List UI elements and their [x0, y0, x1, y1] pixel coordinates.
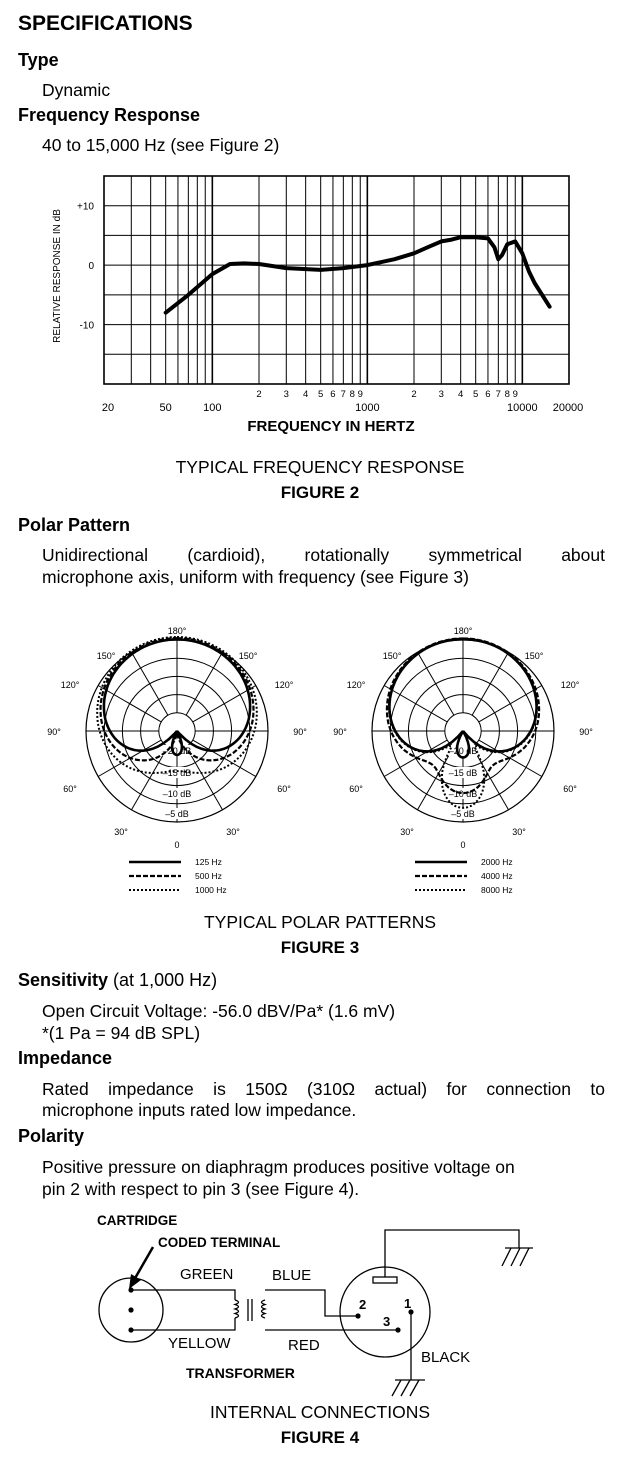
x-tick-labels [102, 389, 583, 414]
polar-spoke [418, 652, 454, 715]
polar-pattern-heading: Polar Pattern [18, 515, 131, 535]
legend-label: 125 Hz [195, 857, 222, 867]
x-tick-label: 2 [411, 389, 417, 400]
polar-spoke [186, 747, 222, 810]
frequency-response-value: 40 to 15,000 Hz (see Figure 2) [42, 135, 280, 155]
y-tick-label: 0 [88, 261, 94, 273]
angle-label: 30° [512, 827, 526, 837]
pin3-dot [395, 1327, 400, 1332]
y-tick-label: +10 [77, 201, 94, 213]
shield-wire [385, 1230, 519, 1277]
polar-spoke [193, 686, 256, 722]
frequency-response-heading: Frequency Response [18, 105, 201, 125]
figure4-number: FIGURE 4 [280, 1428, 360, 1447]
sensitivity-heading: Sensitivity [18, 970, 109, 990]
angle-label: 60° [63, 784, 77, 794]
polar-patterns-figure [0, 600, 640, 910]
ring-label: –15 dB [162, 768, 192, 778]
polar-spoke [186, 652, 222, 715]
x-tick-label: 100 [203, 402, 222, 414]
terminal-dot-bottom [128, 1327, 133, 1332]
polarity-line1: Positive pressure on diaphragm produces positive voltage on [42, 1157, 515, 1177]
sensitivity-line2: *(1 Pa = 94 dB SPL) [42, 1023, 201, 1043]
angle-label: 60° [277, 784, 291, 794]
x-tick-label: 9 [512, 389, 518, 400]
angle-label: 30° [400, 827, 414, 837]
green-label: GREEN [180, 1266, 234, 1283]
terminal-dot-middle [128, 1307, 133, 1312]
x-tick-label: 5 [318, 389, 324, 400]
x-axis-label: FREQUENCY IN HERTZ [247, 418, 415, 435]
wiring-diagram [0, 1200, 640, 1410]
ring-label: –15 dB [448, 768, 478, 778]
sensitivity-line1: Open Circuit Voltage: -56.0 dBV/Pa* (1.6 mV) [42, 1001, 396, 1021]
legend-label: 500 Hz [195, 871, 222, 881]
angle-label: 30° [226, 827, 240, 837]
connector-outline [340, 1267, 430, 1357]
angle-label: 180° [453, 626, 473, 636]
type-heading: Type [18, 50, 59, 70]
chart-grid [104, 176, 569, 384]
black-label: BLACK [421, 1349, 471, 1366]
y-tick-label: -10 [79, 320, 94, 332]
angle-label: 120° [274, 680, 294, 690]
pin2-dot [355, 1313, 360, 1318]
pin3-label: 3 [383, 1314, 391, 1329]
angle-label: 60° [563, 784, 577, 794]
impedance-heading: Impedance [18, 1048, 113, 1068]
angle-label: 120° [560, 680, 580, 690]
coded-terminal-label: CODED TERMINAL [158, 1235, 281, 1250]
angle-label: 60° [349, 784, 363, 794]
coded-terminal-arrow [134, 1247, 153, 1280]
polar-spoke [479, 686, 542, 722]
sensitivity-heading-suffix: (at 1,000 Hz) [108, 970, 218, 990]
polarity-heading: Polarity [18, 1126, 85, 1146]
impedance-line2: microphone inputs rated low impedance. [42, 1100, 357, 1120]
x-tick-label: 6 [485, 389, 491, 400]
plot-frame [104, 176, 569, 384]
transformer-label: TRANSFORMER [186, 1365, 295, 1381]
angle-label: 90° [333, 727, 347, 737]
polarity-line2: pin 2 with respect to pin 3 (see Figure 4). [42, 1179, 360, 1199]
red-label: RED [288, 1337, 320, 1354]
page-title: SPECIFICATIONS [18, 12, 193, 35]
terminal-dot-top [128, 1287, 133, 1292]
blue-label: BLUE [272, 1267, 312, 1284]
ring-label: –20 dB [162, 746, 192, 756]
x-tick-label: 8 [349, 389, 355, 400]
x-tick-label: 1000 [355, 402, 380, 414]
polar-pattern-line2: microphone axis, uniform with frequency (see Figure 3) [42, 567, 469, 587]
x-tick-label: 4 [458, 389, 464, 400]
legend-label: 2000 Hz [481, 857, 513, 867]
figure3-caption: TYPICAL POLAR PATTERNS [203, 912, 437, 932]
yellow-wire [131, 1318, 235, 1330]
x-tick-label: 10000 [507, 402, 538, 414]
angle-label: 90° [47, 727, 61, 737]
angle-label: 0 [174, 840, 180, 850]
x-tick-label: 9 [357, 389, 363, 400]
yellow-label: YELLOW [168, 1335, 231, 1352]
sensitivity-heading-row [18, 970, 217, 991]
x-tick-label: 7 [495, 389, 501, 400]
legend-label: 1000 Hz [195, 885, 227, 895]
x-tick-label: 5 [473, 389, 479, 400]
response-curve [166, 237, 550, 313]
ring-label: –5 dB [165, 809, 189, 819]
type-value: Dynamic [42, 80, 111, 100]
x-tick-label: 2 [256, 389, 262, 400]
ring-label: –10 dB [448, 789, 478, 799]
polar-spoke [98, 686, 161, 722]
polar-spoke [132, 747, 168, 810]
x-tick-label: 6 [330, 389, 336, 400]
angle-label: 120° [60, 680, 80, 690]
figure2-caption: TYPICAL FREQUENCY RESPONSE [175, 457, 465, 477]
x-tick-label: 3 [283, 389, 289, 400]
angle-label: 150° [382, 651, 402, 661]
transformer-primary [235, 1300, 239, 1318]
cartridge-label: CARTRIDGE [97, 1213, 178, 1228]
legend-label: 4000 Hz [481, 871, 513, 881]
angle-label: 90° [293, 727, 307, 737]
polar-spoke [132, 652, 168, 715]
green-wire [131, 1290, 235, 1300]
impedance-line1: Rated impedance is 150Ω (310Ω actual) for connection to [42, 1079, 605, 1099]
ring-label: –5 dB [451, 809, 475, 819]
angle-label: 180° [167, 626, 187, 636]
transformer-secondary [262, 1300, 266, 1318]
x-tick-label: 50 [159, 402, 172, 414]
angle-label: 90° [579, 727, 593, 737]
frequency-response-chart [0, 160, 640, 445]
angle-label: 30° [114, 827, 128, 837]
figure3-number: FIGURE 3 [280, 938, 360, 957]
figure2-number: FIGURE 2 [280, 483, 360, 502]
x-tick-label: 20 [101, 402, 115, 414]
polar-spoke [418, 747, 454, 810]
x-tick-label: 4 [303, 389, 309, 400]
x-tick-label: 7 [340, 389, 346, 400]
pin2-label: 2 [359, 1297, 367, 1312]
ring-label: –20 dB [448, 746, 478, 756]
angle-label: 150° [238, 651, 258, 661]
ring-label: –10 dB [162, 789, 192, 799]
polar-plot-low [47, 626, 307, 895]
polar-plot-high [333, 626, 593, 895]
angle-label: 0 [460, 840, 466, 850]
angle-label: 150° [524, 651, 544, 661]
x-tick-label: 20000 [552, 402, 584, 414]
x-tick-label: 3 [438, 389, 444, 400]
angle-label: 120° [346, 680, 366, 690]
angle-label: 150° [96, 651, 116, 661]
legend-label: 8000 Hz [481, 885, 513, 895]
polar-spoke [384, 686, 447, 722]
pin1-label: 1 [404, 1296, 412, 1311]
y-axis-label: RELATIVE RESPONSE IN dB [52, 209, 63, 343]
polar-pattern-line1: Unidirectional (cardioid), rotationally symmetrical about [42, 545, 605, 565]
x-tick-label: 8 [504, 389, 510, 400]
y-tick-labels [77, 202, 94, 332]
figure4-caption: INTERNAL CONNECTIONS [209, 1402, 431, 1422]
polar-spoke [472, 652, 508, 715]
connector-key [373, 1277, 397, 1283]
